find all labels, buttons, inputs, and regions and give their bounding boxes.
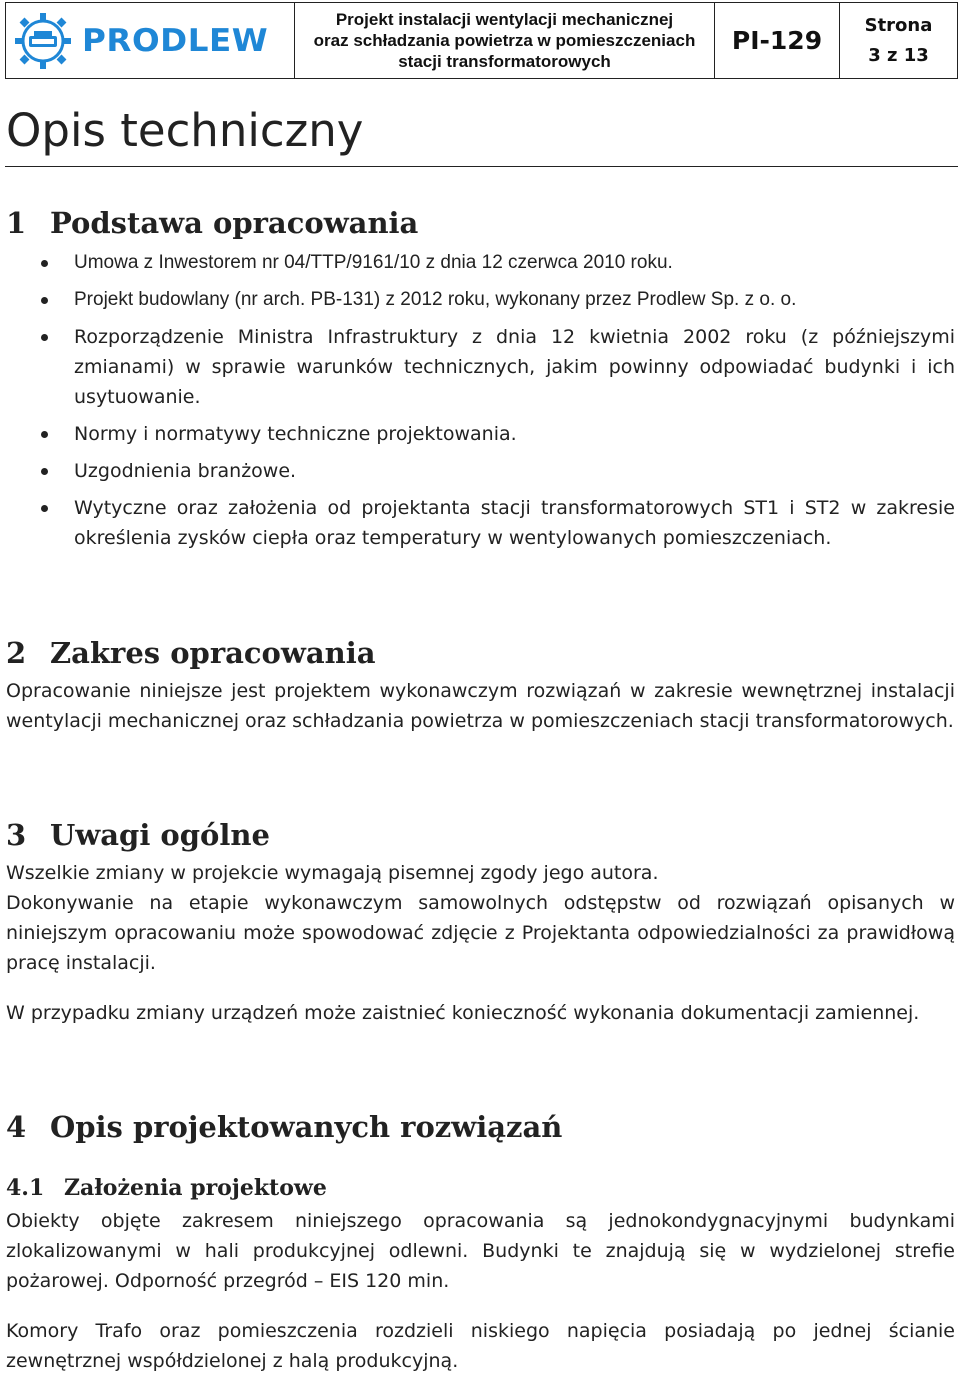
paragraph: W przypadku zmiany urządzeń może zaistnieć konieczność wykonania dokumentacji zamiennej. <box>6 1002 920 1024</box>
bullet-icon <box>41 431 48 438</box>
header-table <box>5 2 958 79</box>
paragraph: Opracowanie niniejsze jest projektem wykonawczym rozwiązań w zakresie wewnętrznej instalacji wentylacji mechanicznej oraz schładzania powietrza w pomieszczeniach stacji transformatorowych. <box>6 680 955 732</box>
section-title: Opis projektowanych rozwiązań <box>50 1110 563 1144</box>
section-number: 1 <box>6 206 27 240</box>
section-title: Uwagi ogólne <box>50 818 270 852</box>
project-title-line: stacji transformatorowych <box>398 52 611 71</box>
section-number: 3 <box>6 818 27 852</box>
section-heading-3 <box>6 818 270 852</box>
paragraph: Dokonywanie na etapie wykonawczym samowolnych odstępstw od rozwiązań opisanych w niniejszym opracowaniu może spowodować zdjęcie z Projektanta odpowiedzialności za prawidłową pracę instalacji. <box>6 892 955 974</box>
bullet-icon <box>41 297 48 304</box>
bullet-icon <box>41 260 48 267</box>
company-logo-text: PRODLEW <box>82 22 269 59</box>
list-item <box>0 493 955 553</box>
section-heading-4 <box>6 1110 562 1144</box>
section-title: Zakres opracowania <box>50 636 376 670</box>
bullet-icon <box>41 468 48 475</box>
paragraph: Wszelkie zmiany w projekcie wymagają pisemnej zgody jego autora. <box>6 862 659 884</box>
page-label: Strona <box>864 14 933 36</box>
bullet-icon <box>41 334 48 341</box>
list-item-text: Uzgodnienia branżowe. <box>74 460 297 482</box>
list-item <box>0 419 955 449</box>
page-value: 3 z 13 <box>868 44 929 66</box>
project-title-cell <box>295 3 715 78</box>
list-item-text: Umowa z Inwestorem nr 04/TTP/9161/10 z dnia 12 czerwca 2010 roku. <box>74 252 673 273</box>
section-number: 2 <box>6 636 27 670</box>
bullet-list <box>0 248 955 560</box>
bullet-icon <box>41 505 48 512</box>
document-title: Opis techniczny <box>6 104 364 157</box>
section-title: Podstawa opracowania <box>50 206 419 240</box>
logo-cell <box>6 3 295 78</box>
list-item-text: Rozporządzenie Ministra Infrastruktury z dnia 12 kwietnia 2002 roku (z późniejszymi zmianami) w sprawie warunków technicznych, jakim powinny odpowiadać budynki i ich usytuowanie. <box>74 326 955 408</box>
company-emblem-icon <box>12 10 74 72</box>
list-item-text: Normy i normatywy techniczne projektowania. <box>74 423 517 445</box>
list-item <box>0 456 955 486</box>
section-heading-1 <box>6 206 418 240</box>
paragraph: Komory Trafo oraz pomieszczenia rozdzieli niskiego napięcia posiadają po jednej ścianie zewnętrznej współdzielonej z halą produkcyjną. <box>6 1320 955 1372</box>
list-item <box>0 322 955 412</box>
subsection-heading-4-1 <box>6 1175 327 1201</box>
subsection-title: Założenia projektowe <box>64 1175 327 1201</box>
subsection-number: 4.1 <box>6 1175 45 1201</box>
list-item <box>0 285 955 315</box>
list-item-text: Projekt budowlany (nr arch. PB-131) z 2012 roku, wykonany przez Prodlew Sp. z o. o. <box>74 289 797 310</box>
list-item-text: Wytyczne oraz założenia od projektanta stacji transformatorowych ST1 i ST2 w zakresie określenia zysków ciepła oraz temperatury w wentylowanych pomieszczeniach. <box>74 497 955 549</box>
project-title-line: oraz schładzania powietrza w pomieszczeniach <box>313 31 696 50</box>
document-code: PI-129 <box>715 3 840 78</box>
project-title-line: Projekt instalacji wentylacji mechanicznej <box>335 10 674 29</box>
section-number: 4 <box>6 1110 27 1144</box>
section-heading-2 <box>6 636 376 670</box>
title-divider <box>5 166 958 167</box>
list-item <box>0 248 955 278</box>
page-number-cell <box>840 3 957 78</box>
paragraph: Obiekty objęte zakresem niniejszego opracowania są jednokondygnacyjnymi budynkami zlokalizowanymi w hali produkcyjnej odlewni. Budynki te znajdują się w wydzielonej strefie pożarowej. Odporność przegród – EIS 120 min. <box>6 1210 955 1292</box>
